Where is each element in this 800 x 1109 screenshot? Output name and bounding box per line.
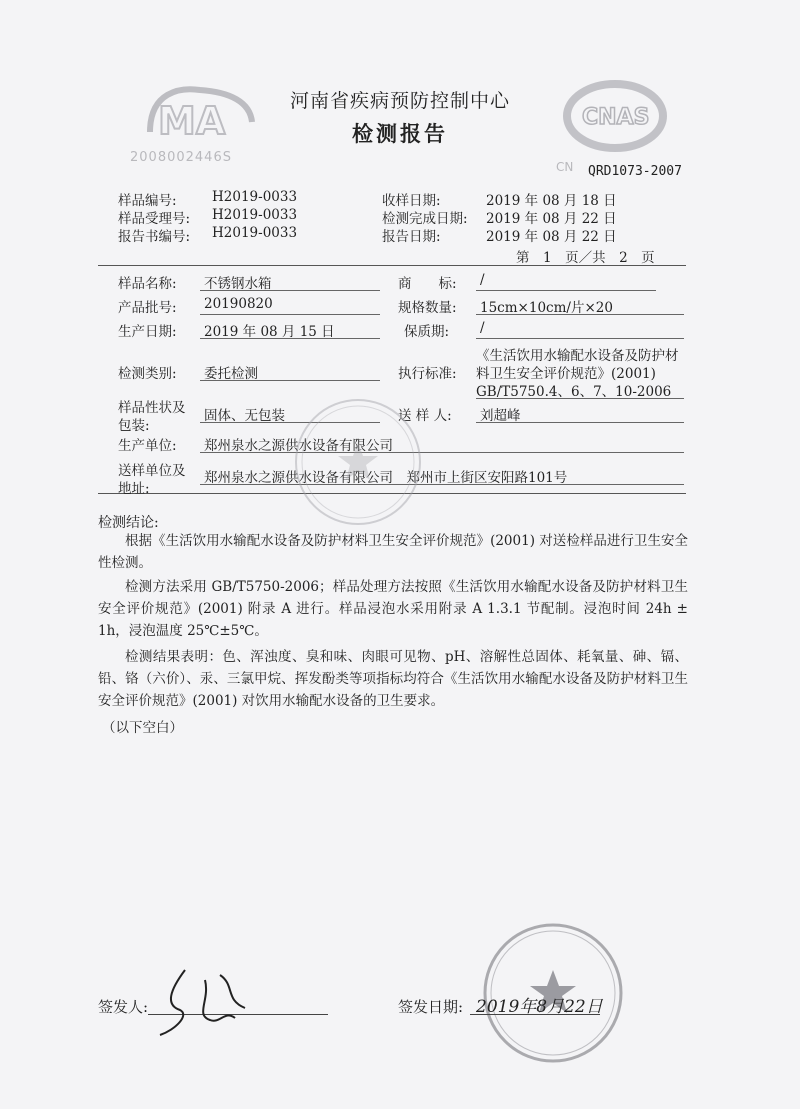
logo-left-code: 2008002446S bbox=[130, 150, 232, 165]
field-label-trademark: 商 标: bbox=[398, 276, 457, 292]
date-label-report: 报告日期: bbox=[382, 229, 441, 245]
field-label-prod-date: 生产日期: bbox=[118, 324, 177, 340]
meta-value-sample-no: H2019-0033 bbox=[212, 189, 298, 205]
date-label-completed: 检测完成日期: bbox=[382, 211, 468, 227]
issuer-signature-icon bbox=[150, 960, 270, 1040]
field-value-prod-date: 2019 年 08 月 15 日 bbox=[204, 324, 335, 340]
field-label-sample-state-2: 包装: bbox=[118, 418, 150, 434]
page-count: 第 1 页／共 2 页 bbox=[516, 250, 655, 266]
underline bbox=[200, 338, 380, 339]
date-value-completed: 2019 年 08 月 22 日 bbox=[486, 211, 617, 227]
blank-note: （以下空白） bbox=[102, 720, 183, 736]
field-label-sender: 送 样 人: bbox=[398, 408, 452, 424]
conclusion-paragraph-3: 检测结果表明：色、浑浊度、臭和味、肉眼可见物、pH、溶解性总固体、耗氧量、砷、镉、铅、铬（六价）、汞、三氯甲烷、挥发酚类等项指标均符合《生活饮用水输配水设备及防护材料卫生安全评价规范》(2001) 对饮用水输配水设备的卫生要求。 bbox=[98, 649, 688, 709]
field-label-test-type: 检测类别: bbox=[118, 366, 177, 382]
field-value-sample-name: 不锈钢水箱 bbox=[204, 276, 272, 292]
field-value-standard-line-2: 料卫生安全评价规范》(2001) bbox=[476, 366, 656, 382]
field-label-batch: 产品批号: bbox=[118, 300, 177, 316]
field-label-producer: 生产单位: bbox=[118, 438, 177, 454]
field-label-send-unit-1: 送样单位及 bbox=[118, 463, 186, 479]
meta-label-report-no: 报告书编号: bbox=[118, 229, 191, 245]
field-value-producer: 郑州泉水之源供水设备有限公司 bbox=[204, 438, 393, 454]
underline bbox=[476, 290, 656, 291]
svg-text:MA: MA bbox=[158, 99, 226, 143]
underline bbox=[200, 380, 380, 381]
logo-right-small: CN bbox=[556, 160, 574, 174]
meta-label-accept-no: 样品受理号: bbox=[118, 211, 191, 227]
field-label-shelf-life: 保质期: bbox=[404, 324, 450, 340]
date-value-received: 2019 年 08 月 18 日 bbox=[486, 193, 617, 209]
underline bbox=[476, 398, 684, 399]
field-label-spec: 规格数量: bbox=[398, 300, 457, 316]
field-value-standard-line-1: 《生活饮用水输配水设备及防护材 bbox=[476, 348, 679, 364]
underline bbox=[476, 338, 684, 339]
underline bbox=[200, 452, 684, 453]
date-value-report: 2019 年 08 月 22 日 bbox=[486, 229, 617, 245]
issuer-label: 签发人: bbox=[98, 998, 149, 1016]
field-label-standard: 执行标准: bbox=[398, 366, 457, 382]
underline bbox=[200, 484, 684, 485]
underline bbox=[476, 422, 684, 423]
field-value-shelf-life: / bbox=[480, 320, 485, 336]
field-value-send-unit: 郑州泉水之源供水设备有限公司 郑州市上街区安阳路101号 bbox=[204, 470, 568, 486]
underline bbox=[476, 314, 684, 315]
field-label-sample-name: 样品名称: bbox=[118, 276, 177, 292]
field-label-sample-state-1: 样品性状及 bbox=[118, 400, 186, 416]
field-value-test-type: 委托检测 bbox=[204, 366, 258, 382]
issue-date-handwritten: 2019年8月22日 bbox=[476, 997, 603, 1017]
standard-code: QRD1073-2007 bbox=[588, 164, 682, 179]
underline bbox=[200, 314, 380, 315]
org-title: 河南省疾病预防控制中心 bbox=[289, 90, 510, 112]
field-value-sender: 刘超峰 bbox=[480, 408, 521, 424]
meta-value-accept-no: H2019-0033 bbox=[212, 207, 298, 223]
field-value-spec: 15cm×10cm/片×20 bbox=[480, 300, 613, 316]
rule-top bbox=[98, 265, 686, 266]
conclusion-paragraph-2: 检测方法采用 GB/T5750-2006；样品处理方法按照《生活饮用水输配水设备及防护材料卫生安全评价规范》(2001) 附录 A 进行。样品浸泡水采用附录 A 1.3.1 节配制。浸泡时间 24h ± 1h，浸泡温度 25℃±5℃。 bbox=[98, 579, 688, 639]
field-value-sample-state: 固体、无包装 bbox=[204, 408, 285, 424]
meta-label-sample-no: 样品编号: bbox=[118, 193, 177, 209]
field-value-batch: 20190820 bbox=[204, 296, 273, 312]
date-label-received: 收样日期: bbox=[382, 193, 441, 209]
conclusion-title: 检测结论: bbox=[98, 515, 159, 531]
doc-title: 检测报告 bbox=[352, 121, 448, 146]
field-label-send-unit-2: 地址: bbox=[118, 481, 150, 497]
underline bbox=[200, 290, 380, 291]
conclusion-paragraph-1: 根据《生活饮用水输配水设备及防护材料卫生安全评价规范》(2001) 对送检样品进行卫生安全性检测。 bbox=[98, 533, 688, 571]
company-seal-icon bbox=[288, 392, 428, 532]
field-value-trademark: / bbox=[480, 272, 485, 288]
svg-text:CNAS: CNAS bbox=[582, 105, 650, 130]
issue-date-label: 签发日期: bbox=[398, 998, 464, 1016]
field-value-standard-line-3: GB/T5750.4、6、7、10-2006 bbox=[476, 384, 672, 400]
meta-value-report-no: H2019-0033 bbox=[212, 225, 298, 241]
